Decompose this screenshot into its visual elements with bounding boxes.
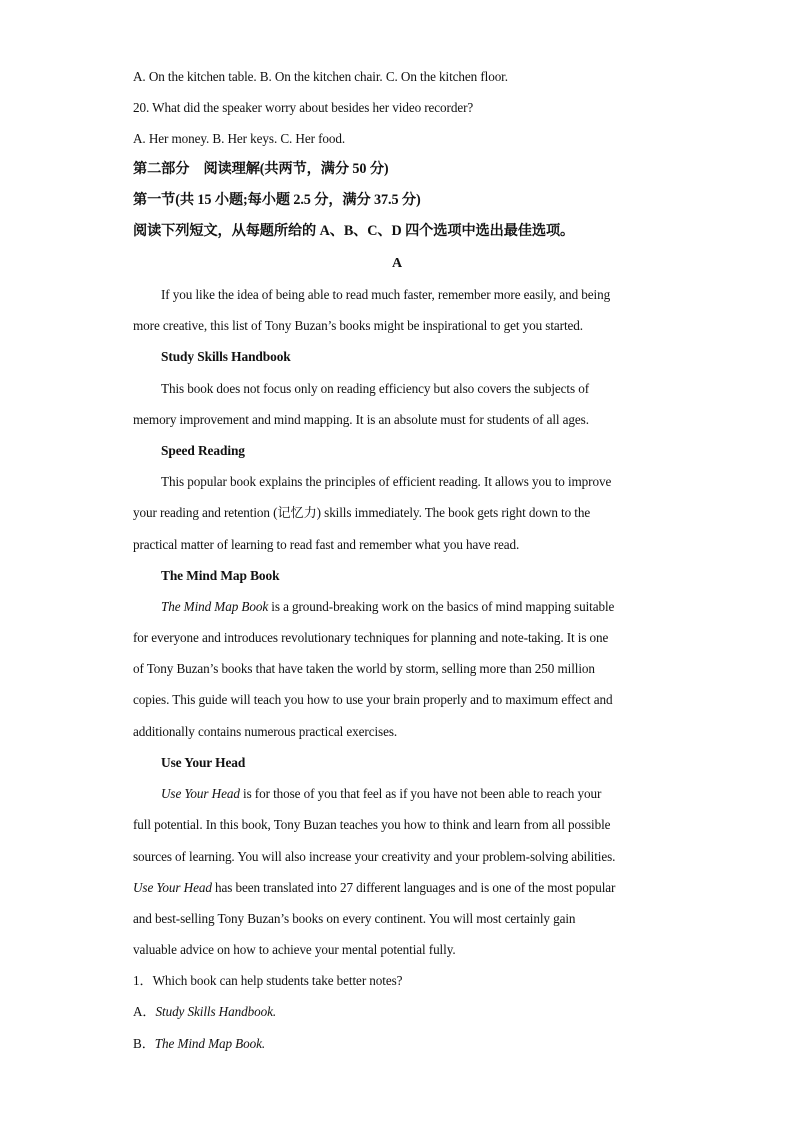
mind-map-line-3: of Tony Buzan’s books that have taken the world by storm, selling more than 250 million xyxy=(133,661,595,676)
q20-options: A. Her money. B. Her keys. C. Her food. xyxy=(133,131,346,146)
use-your-head-italic-title: Use Your Head xyxy=(161,786,240,801)
mind-map-italic-title: The Mind Map Book xyxy=(161,599,269,614)
q20-question: 20. What did the speaker worry about besides her video recorder? xyxy=(133,100,474,115)
speed-reading-line-1: This popular book explains the principles of efficient reading. It allows you to improve xyxy=(161,474,612,489)
part-two-title: 第二部分 阅读理解(共两节，满分 50 分) xyxy=(133,161,389,177)
use-your-head-italic-title-2: Use Your Head xyxy=(133,880,212,895)
use-your-head-line-3: sources of learning. You will also increase your creativity and your problem-solving abilities. xyxy=(133,849,616,864)
section-one-title: 第一节(共 15 小题;每小题 2.5 分，满分 37.5 分) xyxy=(133,192,421,208)
speed-reading-line-2: your reading and retention (记忆力) skills immediately. The book gets right down to the xyxy=(133,505,591,520)
study-skills-line-2: memory improvement and mind mapping. It is an absolute must for students of all ages. xyxy=(133,412,589,427)
intro-line-1: If you like the idea of being able to read much faster, remember more easily, and being xyxy=(161,287,611,302)
speed-reading-line-3: practical matter of learning to read fast and remember what you have read. xyxy=(133,537,520,552)
question-1-option-b: B．The Mind Map Book. xyxy=(133,1036,266,1051)
question-1-stem: 1．Which book can help students take better notes? xyxy=(133,973,403,988)
book-title-use-your-head: Use Your Head xyxy=(161,755,246,770)
use-your-head-line-6: valuable advice on how to achieve your mental potential fully. xyxy=(133,942,456,957)
use-your-head-line-1: Use Your Head is for those of you that feel as if you have not been able to reach your xyxy=(161,786,602,801)
mind-map-line-1: The Mind Map Book is a ground-breaking work on the basics of mind mapping suitable xyxy=(161,599,615,614)
passage-label: A xyxy=(391,256,402,271)
study-skills-line-1: This book does not focus only on reading efficiency but also covers the subjects of xyxy=(161,381,590,396)
q19-options: A. On the kitchen table. B. On the kitchen chair. C. On the kitchen floor. xyxy=(133,69,508,84)
mind-map-line-2: for everyone and introduces revolutionary techniques for planning and note-taking. It is one xyxy=(133,630,609,645)
mind-map-line-4: copies. This guide will teach you how to use your brain properly and to maximum effect and xyxy=(133,692,613,707)
book-title-speed-reading: Speed Reading xyxy=(161,443,245,458)
reading-instruction: 阅读下列短文，从每题所给的 A、B、C、D 四个选项中选出最佳选项。 xyxy=(133,223,575,239)
mind-map-line-5: additionally contains numerous practical exercises. xyxy=(133,724,398,739)
book-title-mind-map: The Mind Map Book xyxy=(161,568,280,583)
use-your-head-line-2: full potential. In this book, Tony Buzan teaches you how to think and learn from all possible xyxy=(133,817,611,832)
use-your-head-line-4: Use Your Head has been translated into 27 different languages and is one of the most popular xyxy=(133,880,616,895)
question-1-option-a: A．Study Skills Handbook. xyxy=(133,1004,277,1019)
book-title-study-skills: Study Skills Handbook xyxy=(161,349,291,364)
use-your-head-line-5: and best-selling Tony Buzan’s books on every continent. You will most certainly gain xyxy=(133,911,576,926)
intro-line-2: more creative, this list of Tony Buzan’s books might be inspirational to get you started. xyxy=(133,318,583,333)
